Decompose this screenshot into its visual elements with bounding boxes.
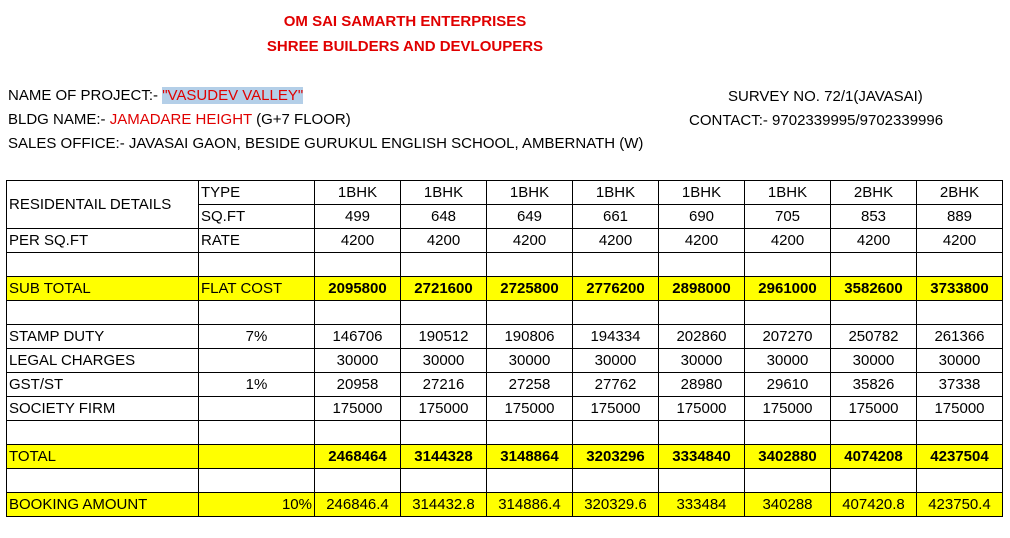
sub-total-label[interactable]: SUB TOTAL — [7, 277, 199, 301]
type-row — [7, 181, 1003, 205]
total-cell[interactable]: 3203296 — [573, 445, 659, 469]
total-label[interactable]: TOTAL — [7, 445, 199, 469]
flat-cost-cell[interactable]: 2725800 — [487, 277, 573, 301]
empty-cell[interactable] — [487, 469, 573, 493]
society-cell[interactable]: 175000 — [659, 397, 745, 421]
sqft-cell[interactable]: 853 — [831, 205, 917, 229]
type-cell[interactable]: 1BHK — [315, 181, 401, 205]
empty-cell[interactable] — [315, 469, 401, 493]
booking-cell[interactable]: 340288 — [745, 493, 831, 517]
empty-cell[interactable] — [917, 421, 1003, 445]
booking-cell[interactable]: 246846.4 — [315, 493, 401, 517]
survey-number: SURVEY NO. 72/1(JAVASAI) — [728, 88, 923, 105]
society-cell[interactable]: 175000 — [917, 397, 1003, 421]
stamp-duty-cell[interactable]: 207270 — [745, 325, 831, 349]
rate-cell[interactable]: 4200 — [745, 229, 831, 253]
bldg-label: BLDG NAME:- — [8, 111, 110, 128]
stamp-duty-cell[interactable]: 146706 — [315, 325, 401, 349]
empty-cell[interactable] — [401, 469, 487, 493]
company-subtitle: SHREE BUILDERS AND DEVLOUPERS — [266, 38, 544, 55]
flat-cost-cell[interactable]: 2776200 — [573, 277, 659, 301]
gst-row — [7, 373, 1003, 397]
empty-cell[interactable] — [745, 421, 831, 445]
flat-cost-cell[interactable]: 2961000 — [745, 277, 831, 301]
type-cell[interactable]: 2BHK — [917, 181, 1003, 205]
empty-cell[interactable] — [573, 301, 659, 325]
sqft-cell[interactable]: 705 — [745, 205, 831, 229]
total-cell[interactable]: 4074208 — [831, 445, 917, 469]
sales-office: SALES OFFICE:- JAVASAI GAON, BESIDE GURUKUL ENGLISH SCHOOL, AMBERNATH (W) — [8, 135, 644, 152]
empty-cell[interactable] — [199, 469, 315, 493]
booking-cell[interactable]: 407420.8 — [831, 493, 917, 517]
project-value[interactable]: "VASUDEV VALLEY" — [162, 87, 304, 104]
rate-cell[interactable]: 4200 — [401, 229, 487, 253]
gst-cell[interactable]: 27762 — [573, 373, 659, 397]
sqft-cell[interactable]: 690 — [659, 205, 745, 229]
legal-cell[interactable]: 30000 — [917, 349, 1003, 373]
type-cell[interactable]: 1BHK — [745, 181, 831, 205]
flat-cost-cell[interactable]: 3582600 — [831, 277, 917, 301]
sqft-cell[interactable]: 648 — [401, 205, 487, 229]
total-cell[interactable]: 3148864 — [487, 445, 573, 469]
legal-cell[interactable]: 30000 — [831, 349, 917, 373]
empty-cell[interactable] — [401, 421, 487, 445]
stamp-duty-pct[interactable]: 7% — [199, 325, 315, 349]
bldg-line — [8, 111, 351, 128]
empty-cell[interactable] — [573, 253, 659, 277]
sqft-label[interactable]: SQ.FT — [199, 205, 315, 229]
company-name: OM SAI SAMARTH ENTERPRISES — [283, 13, 527, 30]
legal-label[interactable]: LEGAL CHARGES — [7, 349, 199, 373]
total-cell[interactable]: 3144328 — [401, 445, 487, 469]
stamp-duty-cell[interactable]: 261366 — [917, 325, 1003, 349]
legal-cell[interactable]: 30000 — [659, 349, 745, 373]
gst-cell[interactable]: 27216 — [401, 373, 487, 397]
project-label: NAME OF PROJECT:- — [8, 87, 163, 104]
booking-cell[interactable]: 333484 — [659, 493, 745, 517]
society-label[interactable]: SOCIETY FIRM — [7, 397, 199, 421]
type-cell[interactable]: 1BHK — [401, 181, 487, 205]
spacer-row — [7, 253, 1003, 277]
empty-cell[interactable] — [659, 253, 745, 277]
gst-cell[interactable]: 28980 — [659, 373, 745, 397]
booking-cell[interactable]: 423750.4 — [917, 493, 1003, 517]
rate-cell[interactable]: 4200 — [487, 229, 573, 253]
legal-cell[interactable]: 30000 — [745, 349, 831, 373]
flat-cost-label[interactable]: FLAT COST — [199, 277, 315, 301]
empty-cell[interactable] — [401, 301, 487, 325]
empty-cell[interactable] — [917, 469, 1003, 493]
rate-label[interactable]: RATE — [199, 229, 315, 253]
gst-cell[interactable]: 37338 — [917, 373, 1003, 397]
empty-cell[interactable] — [659, 469, 745, 493]
empty-cell[interactable] — [917, 253, 1003, 277]
empty-cell[interactable] — [199, 421, 315, 445]
total-cell[interactable]: 4237504 — [917, 445, 1003, 469]
stamp-duty-row — [7, 325, 1003, 349]
booking-pct[interactable]: 10% — [199, 493, 315, 517]
empty-cell[interactable] — [7, 253, 199, 277]
rate-cell[interactable]: 4200 — [831, 229, 917, 253]
empty-cell[interactable] — [659, 421, 745, 445]
society-row — [7, 397, 1003, 421]
legal-row — [7, 349, 1003, 373]
gst-cell[interactable]: 20958 — [315, 373, 401, 397]
legal-cell[interactable]: 30000 — [573, 349, 659, 373]
type-cell[interactable]: 2BHK — [831, 181, 917, 205]
spacer-row — [7, 421, 1003, 445]
society-cell[interactable]: 175000 — [487, 397, 573, 421]
empty-cell[interactable] — [199, 445, 315, 469]
empty-cell[interactable] — [199, 349, 315, 373]
gst-cell[interactable]: 35826 — [831, 373, 917, 397]
legal-cell[interactable]: 30000 — [315, 349, 401, 373]
stamp-duty-label[interactable]: STAMP DUTY — [7, 325, 199, 349]
empty-cell[interactable] — [573, 469, 659, 493]
empty-cell[interactable] — [487, 421, 573, 445]
stamp-duty-cell[interactable]: 202860 — [659, 325, 745, 349]
empty-cell[interactable] — [315, 421, 401, 445]
empty-cell[interactable] — [199, 397, 315, 421]
spacer-row — [7, 469, 1003, 493]
flat-cost-cell[interactable]: 2095800 — [315, 277, 401, 301]
type-label[interactable]: TYPE — [199, 181, 315, 205]
contact-number: CONTACT:- 9702339995/9702339996 — [689, 112, 944, 129]
booking-cell[interactable]: 314432.8 — [401, 493, 487, 517]
empty-cell[interactable] — [917, 301, 1003, 325]
empty-cell[interactable] — [7, 301, 199, 325]
society-cell[interactable]: 175000 — [831, 397, 917, 421]
rate-cell[interactable]: 4200 — [659, 229, 745, 253]
empty-cell[interactable] — [831, 421, 917, 445]
per-sqft-label[interactable]: PER SQ.FT — [7, 229, 199, 253]
residential-label[interactable]: RESIDENTAIL DETAILS — [7, 181, 199, 229]
empty-cell[interactable] — [745, 301, 831, 325]
legal-cell[interactable]: 30000 — [487, 349, 573, 373]
sqft-cell[interactable]: 649 — [487, 205, 573, 229]
empty-cell[interactable] — [315, 301, 401, 325]
total-cell[interactable]: 3334840 — [659, 445, 745, 469]
legal-cell[interactable]: 30000 — [401, 349, 487, 373]
rate-cell[interactable]: 4200 — [573, 229, 659, 253]
empty-cell[interactable] — [401, 253, 487, 277]
gst-label[interactable]: GST/ST — [7, 373, 199, 397]
society-cell[interactable]: 175000 — [573, 397, 659, 421]
type-cell[interactable]: 1BHK — [573, 181, 659, 205]
rate-cell[interactable]: 4200 — [917, 229, 1003, 253]
gst-cell[interactable]: 29610 — [745, 373, 831, 397]
empty-cell[interactable] — [745, 469, 831, 493]
society-cell[interactable]: 175000 — [745, 397, 831, 421]
stamp-duty-cell[interactable]: 194334 — [573, 325, 659, 349]
flat-cost-cell[interactable]: 2721600 — [401, 277, 487, 301]
rate-row — [7, 229, 1003, 253]
empty-cell[interactable] — [831, 253, 917, 277]
gst-cell[interactable]: 27258 — [487, 373, 573, 397]
price-table — [6, 180, 1003, 517]
stamp-duty-cell[interactable]: 190806 — [487, 325, 573, 349]
empty-cell[interactable] — [315, 253, 401, 277]
sqft-cell[interactable]: 499 — [315, 205, 401, 229]
total-cell[interactable]: 2468464 — [315, 445, 401, 469]
empty-cell[interactable] — [745, 253, 831, 277]
sqft-cell[interactable]: 661 — [573, 205, 659, 229]
spacer-row — [7, 301, 1003, 325]
sub-total-row — [7, 277, 1003, 301]
booking-row — [7, 493, 1003, 517]
empty-cell[interactable] — [199, 301, 315, 325]
flat-cost-cell[interactable]: 2898000 — [659, 277, 745, 301]
empty-cell[interactable] — [487, 253, 573, 277]
empty-cell[interactable] — [199, 253, 315, 277]
bldg-suffix: (G+7 FLOOR) — [251, 111, 351, 128]
booking-cell[interactable]: 314886.4 — [487, 493, 573, 517]
booking-cell[interactable]: 320329.6 — [573, 493, 659, 517]
rate-cell[interactable]: 4200 — [315, 229, 401, 253]
booking-label[interactable]: BOOKING AMOUNT — [7, 493, 199, 517]
empty-cell[interactable] — [573, 421, 659, 445]
project-line — [8, 87, 303, 104]
empty-cell[interactable] — [659, 301, 745, 325]
total-row — [7, 445, 1003, 469]
empty-cell[interactable] — [7, 469, 199, 493]
flat-cost-cell[interactable]: 3733800 — [917, 277, 1003, 301]
gst-pct[interactable]: 1% — [199, 373, 315, 397]
empty-cell[interactable] — [831, 469, 917, 493]
stamp-duty-cell[interactable]: 190512 — [401, 325, 487, 349]
type-cell[interactable]: 1BHK — [487, 181, 573, 205]
empty-cell[interactable] — [831, 301, 917, 325]
society-cell[interactable]: 175000 — [401, 397, 487, 421]
stamp-duty-cell[interactable]: 250782 — [831, 325, 917, 349]
total-cell[interactable]: 3402880 — [745, 445, 831, 469]
empty-cell[interactable] — [487, 301, 573, 325]
society-cell[interactable]: 175000 — [315, 397, 401, 421]
type-cell[interactable]: 1BHK — [659, 181, 745, 205]
sqft-cell[interactable]: 889 — [917, 205, 1003, 229]
bldg-value: JAMADARE HEIGHT — [109, 111, 252, 128]
empty-cell[interactable] — [7, 421, 199, 445]
